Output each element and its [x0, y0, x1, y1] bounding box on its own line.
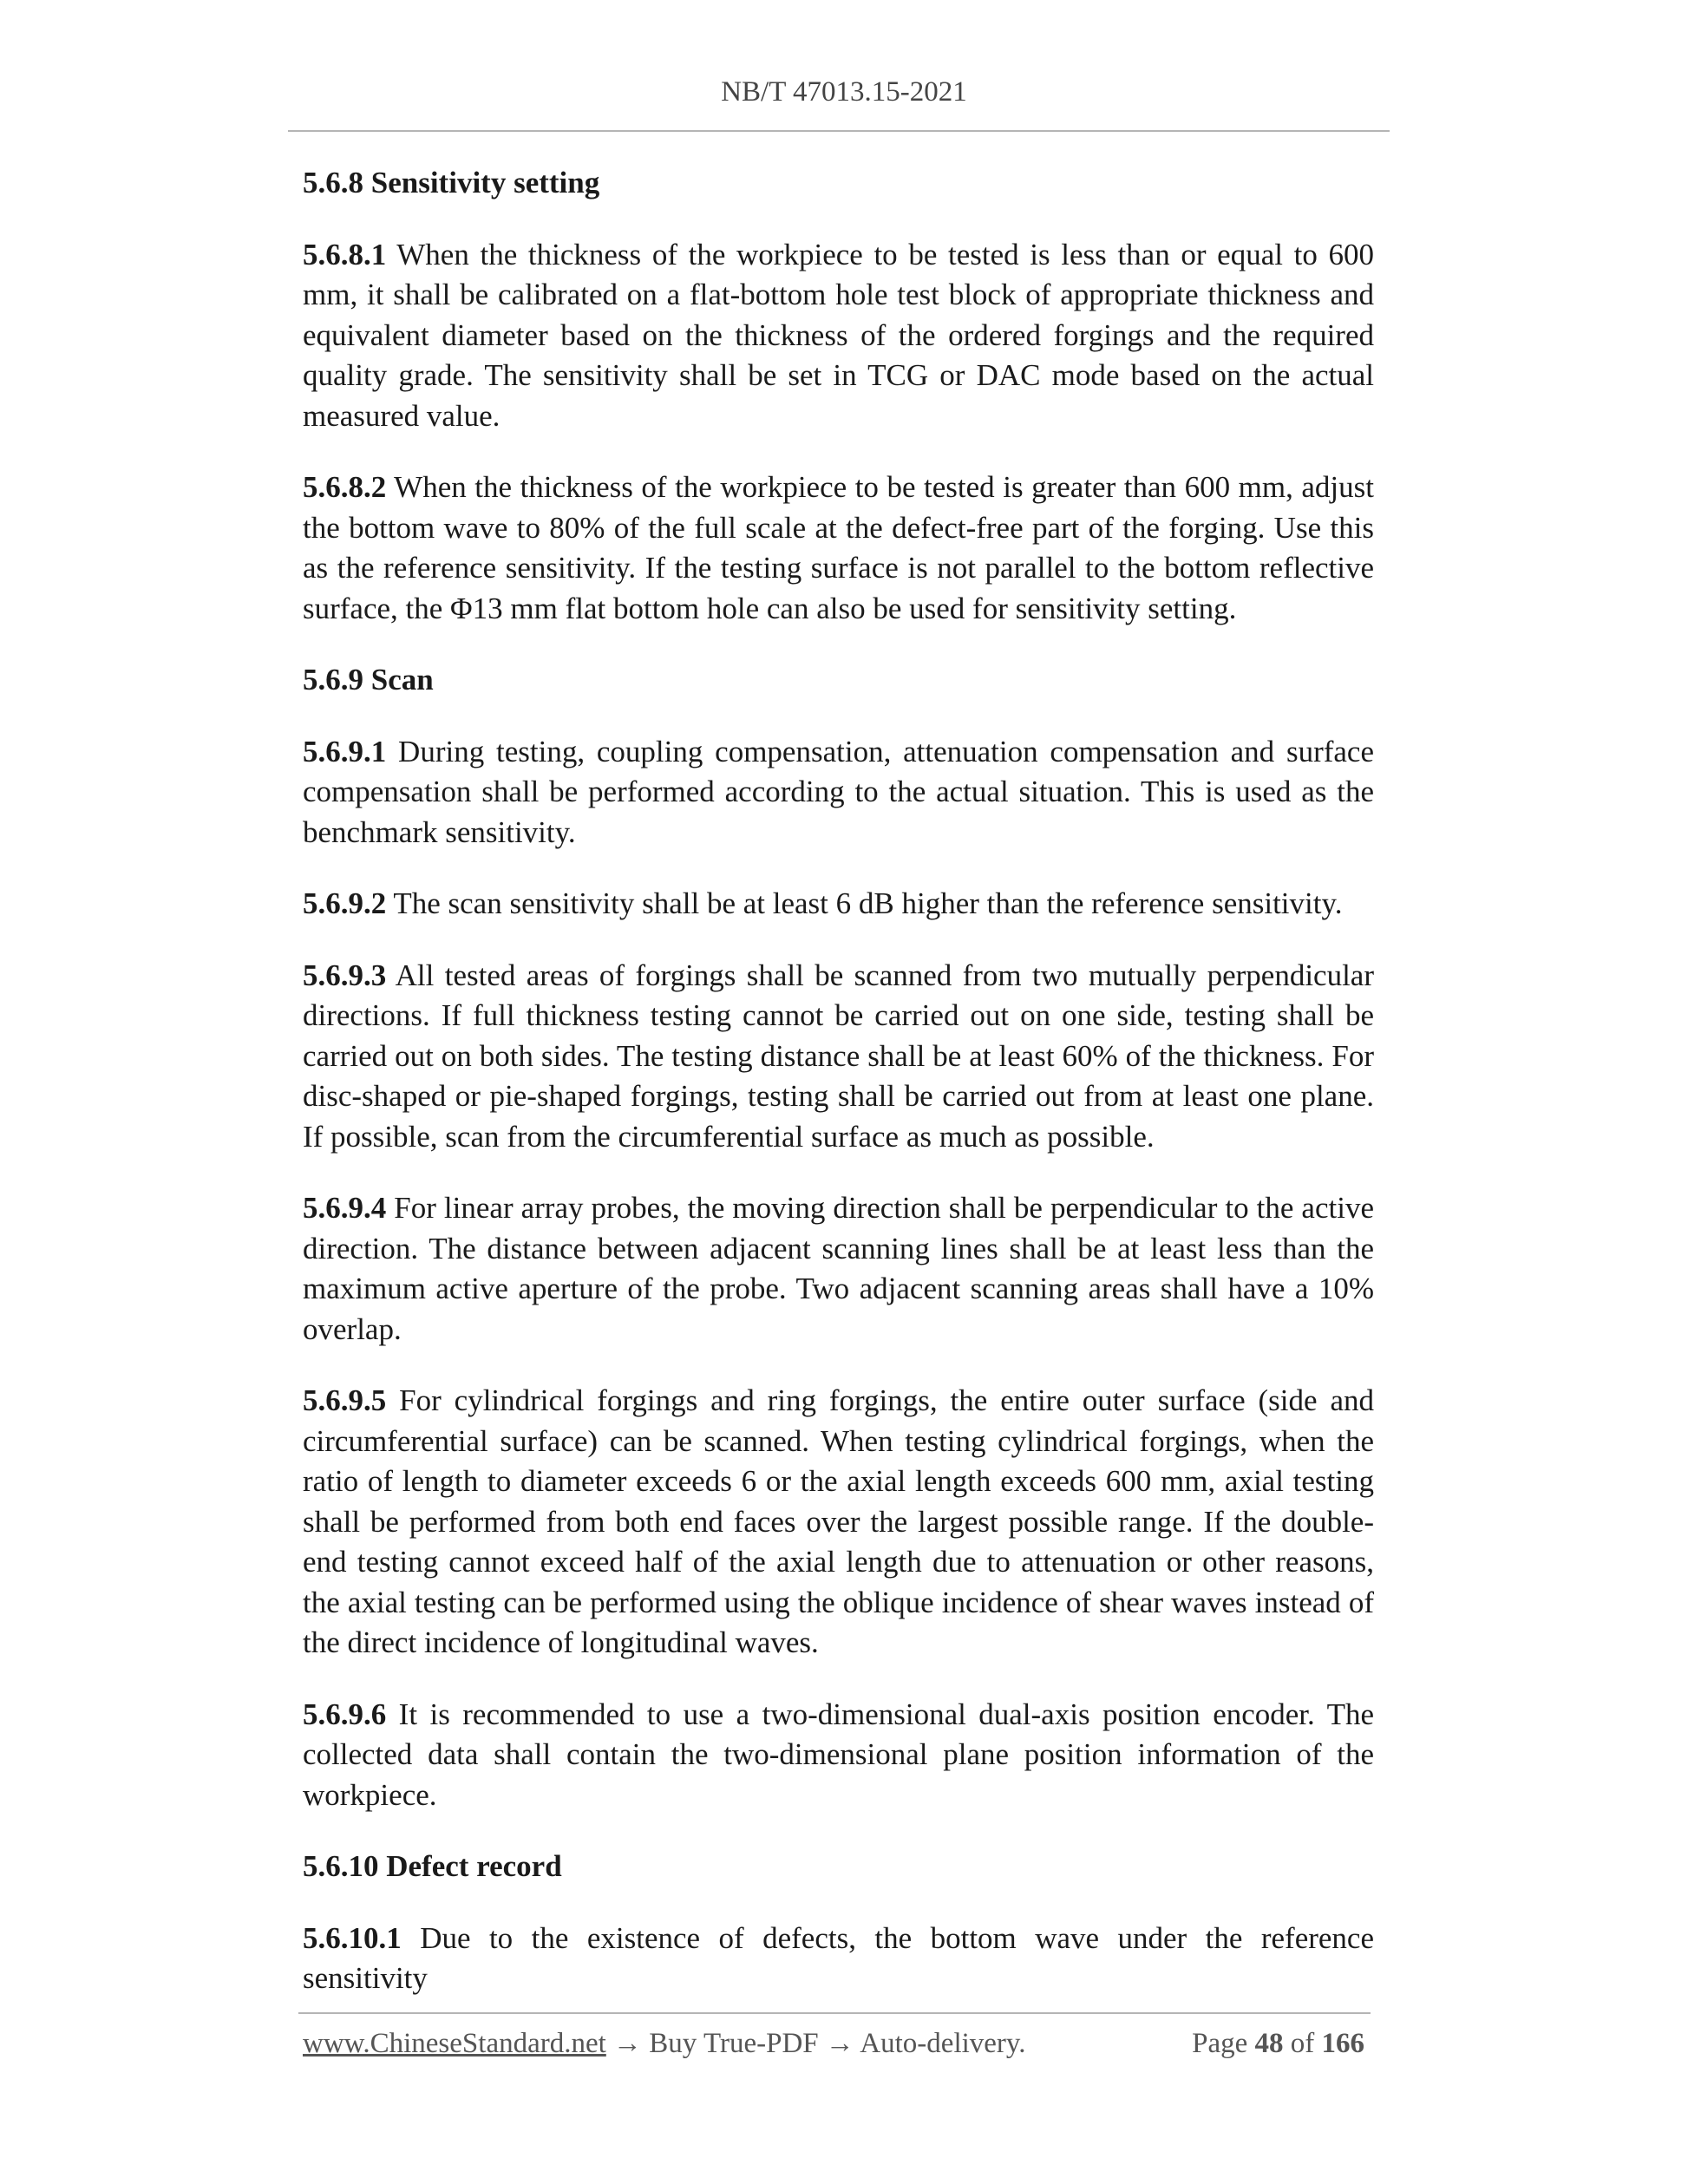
section-heading: 5.6.9 Scan [303, 663, 434, 696]
promo-text: → Buy True-PDF → Auto-delivery. [605, 2028, 1026, 2059]
of-label: of [1290, 2028, 1315, 2059]
section-heading: 5.6.10 Defect record [303, 1849, 562, 1883]
clause-number: 5.6.9.3 [303, 958, 387, 992]
footer-promo [303, 2028, 1026, 2060]
header-divider [288, 130, 1390, 132]
clause-number: 5.6.8.2 [303, 470, 387, 504]
total-pages: 166 [1321, 2028, 1364, 2059]
clause-text: For cylindrical forgings and ring forgings, the entire outer surface (side and circumferential surface) can be scanned. When testing cylindrical forgings, when the ratio of length to diameter exceeds 6 or the axial length exceeds 600 mm, axial testing shall be performed from both end faces over the largest possible range. If the double-end testing cannot exceed half of the axial length due to attenuation or other reasons, the axial testing can be performed using the oblique incidence of shear waves instead of the direct incidence of longitudinal waves. [303, 1383, 1374, 1659]
clause-paragraph [303, 884, 1374, 925]
clause-text: It is recommended to use a two-dimensional dual-axis position encoder. The collected data shall contain the two-dimensional plane position information of the workpiece. [303, 1697, 1374, 1812]
clause-number: 5.6.9.5 [303, 1383, 387, 1417]
clause-paragraph [303, 732, 1374, 853]
clause-paragraph [303, 235, 1374, 437]
clause-number: 5.6.10.1 [303, 1920, 402, 1955]
standard-code: NB/T 47013.15-2021 [721, 76, 967, 108]
site-link[interactable]: www.ChineseStandard.net [303, 2028, 606, 2059]
clause-text: The scan sensitivity shall be at least 6 dB higher than the reference sensitivity. [386, 886, 1343, 920]
page-label: Page [1192, 2028, 1248, 2059]
section-heading: 5.6.8 Sensitivity setting [303, 166, 600, 199]
page-header [0, 76, 1688, 108]
clause-paragraph [303, 1381, 1374, 1664]
clause-number: 5.6.8.1 [303, 237, 387, 271]
clause-paragraph [303, 1919, 1374, 1999]
clause-text: During testing, coupling compensation, attenuation compensation and surface compensation shall be performed according to the actual situation. This is used as the benchmark sensitivity. [303, 734, 1374, 849]
clause-text: Due to the existence of defects, the bottom wave under the reference sensitivity [303, 1920, 1374, 1995]
clause-number: 5.6.9.1 [303, 734, 387, 768]
clause-text: All tested areas of forgings shall be scanned from two mutually perpendicular directions. If full thickness testing cannot be carried out on one side, testing shall be carried out on both sides. The testing distance shall be at least 60% of the thickness. For disc-shaped or pie-shaped forgings, testing shall be carried out from at least one plane. If possible, scan from the circumferential surface as much as possible. [303, 958, 1374, 1154]
clause-text: When the thickness of the workpiece to be tested is greater than 600 mm, adjust the bottom wave to 80% of the full scale at the defect-free part of the forging. Use this as the reference sensitivity. If the testing surface is not parallel to the bottom reflective surface, the Φ13 mm flat bottom hole can also be used for sensitivity setting. [303, 470, 1374, 625]
clause-paragraph [303, 1695, 1374, 1816]
clause-paragraph [303, 468, 1374, 629]
clause-number: 5.6.9.6 [303, 1697, 387, 1731]
clause-text: When the thickness of the workpiece to be tested is less than or equal to 600 mm, it shall be calibrated on a flat-bottom hole test block of appropriate thickness and equivalent diameter based on the thickness of the ordered forgings and the required quality grade. The sensitivity shall be set in TCG or DAC mode based on the actual measured value. [303, 237, 1374, 433]
document-body [303, 163, 1374, 2030]
page-indicator [1192, 2028, 1364, 2060]
clause-paragraph [303, 1188, 1374, 1350]
clause-text: For linear array probes, the moving direction shall be perpendicular to the active direction. The distance between adjacent scanning lines shall be at least less than the maximum active aperture of the probe. Two adjacent scanning areas shall have a 10% overlap. [303, 1191, 1374, 1346]
clause-paragraph [303, 956, 1374, 1158]
clause-number: 5.6.9.4 [303, 1191, 387, 1225]
footer-divider [298, 2012, 1371, 2014]
page-number: 48 [1254, 2028, 1284, 2059]
clause-number: 5.6.9.2 [303, 886, 387, 920]
